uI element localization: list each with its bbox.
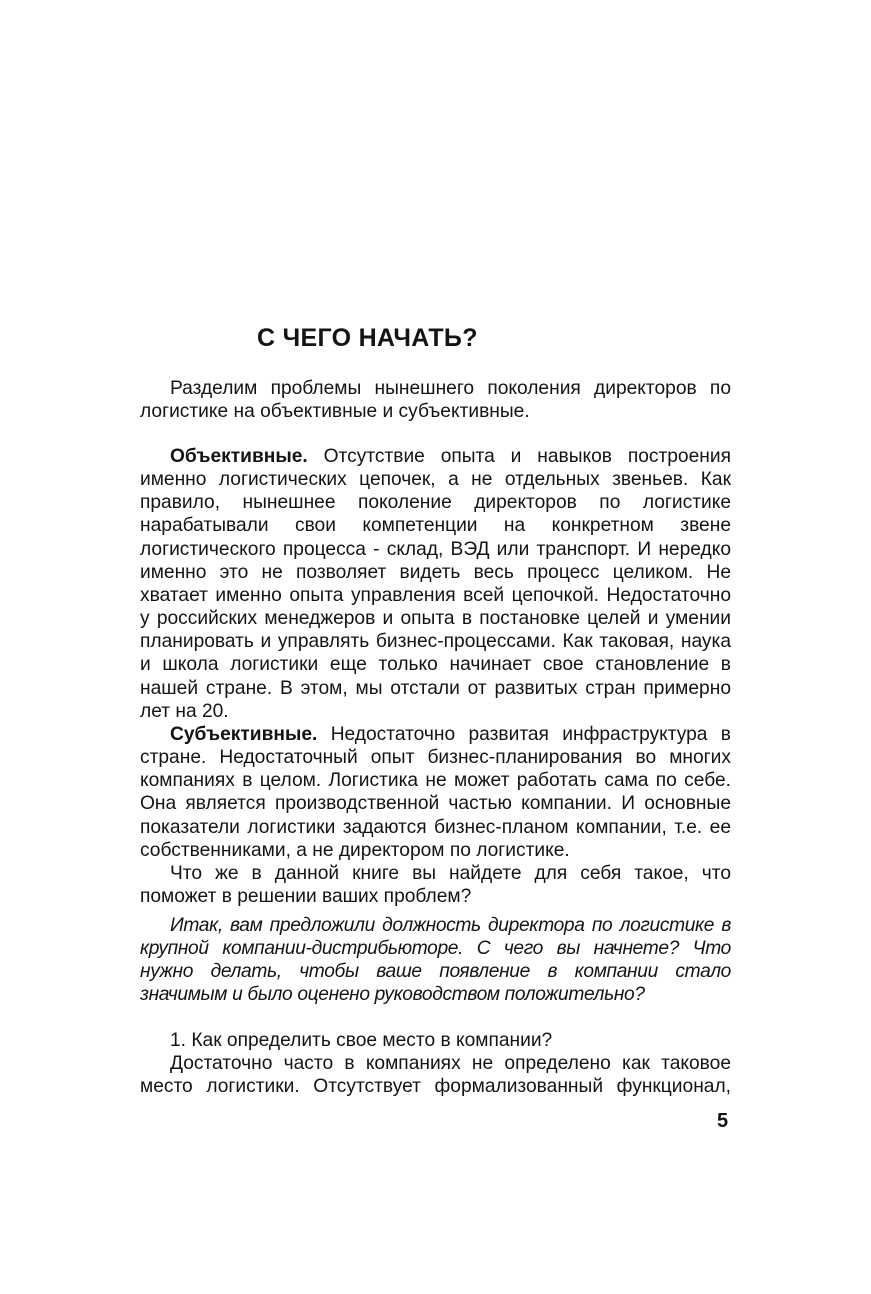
question-paragraph: Что же в данной книге вы найдете для себя такое, что поможет в решении ваших проблем? xyxy=(140,862,731,907)
page-number: 5 xyxy=(717,1110,729,1132)
intro-block xyxy=(140,377,731,423)
italic-block xyxy=(140,914,731,1007)
problems-block xyxy=(140,445,731,908)
objective-paragraph xyxy=(140,445,731,723)
subjective-text: Недостаточно развитая инфраструктура в стране. Недостаточный опыт бизнес-планирования во многих компаниях в целом. Логистика не может работать сама по себе. Она является производственной частью компании. И основные показатели логистики задаются бизнес-планом компании, т.е. ее собственниками, а не директором по логистике. xyxy=(140,723,731,861)
subjective-paragraph xyxy=(140,723,731,862)
intro-paragraph: Разделим проблемы нынешнего поколения директоров по логистике на объективные и субъективные. xyxy=(140,378,731,423)
objective-term: Объективные. xyxy=(170,446,308,467)
italic-paragraph: Итак, вам предложили должность директора по логистике в крупной компании-дистрибьюторе. С чего вы начнете? Что нужно делать, чтобы ваше появление в компании стало значимым и было оценено руководством положительно? xyxy=(140,915,731,1006)
list-item-text: Как определить свое место в компании? xyxy=(191,1030,553,1051)
section-block xyxy=(140,1029,731,1098)
chapter-title: С ЧЕГО НАЧАТЬ? xyxy=(257,324,478,352)
subjective-term: Субъективные. xyxy=(170,723,318,745)
list-item xyxy=(140,1029,731,1052)
objective-text: Отсутствие опыта и навыков построения именно логистических цепочек, а не отдельных звеньев. Как правило, нынешнее поколение директоров по логистике нарабатывали свои компетенции на конкретном звене логистического процесса - склад, ВЭД или транспорт. И нередко именно это не позволяет видеть весь процесс целиком. Не хватает именно опыта управления всей цепочкой. Недостаточно у российских менеджеров и опыта в постановке целей и умении планировать и управлять бизнес-процессами. Как таковая, наука и школа логистики еще только начинает свое становление в нашей стране. В этом, мы отстали от развитых стран примерно лет на 20. xyxy=(140,446,731,722)
closing-paragraph: Достаточно часто в компаниях не определено как таковое место логистики. Отсутствует формализованный функционал, xyxy=(140,1053,731,1098)
list-item-number: 1. xyxy=(170,1030,187,1051)
